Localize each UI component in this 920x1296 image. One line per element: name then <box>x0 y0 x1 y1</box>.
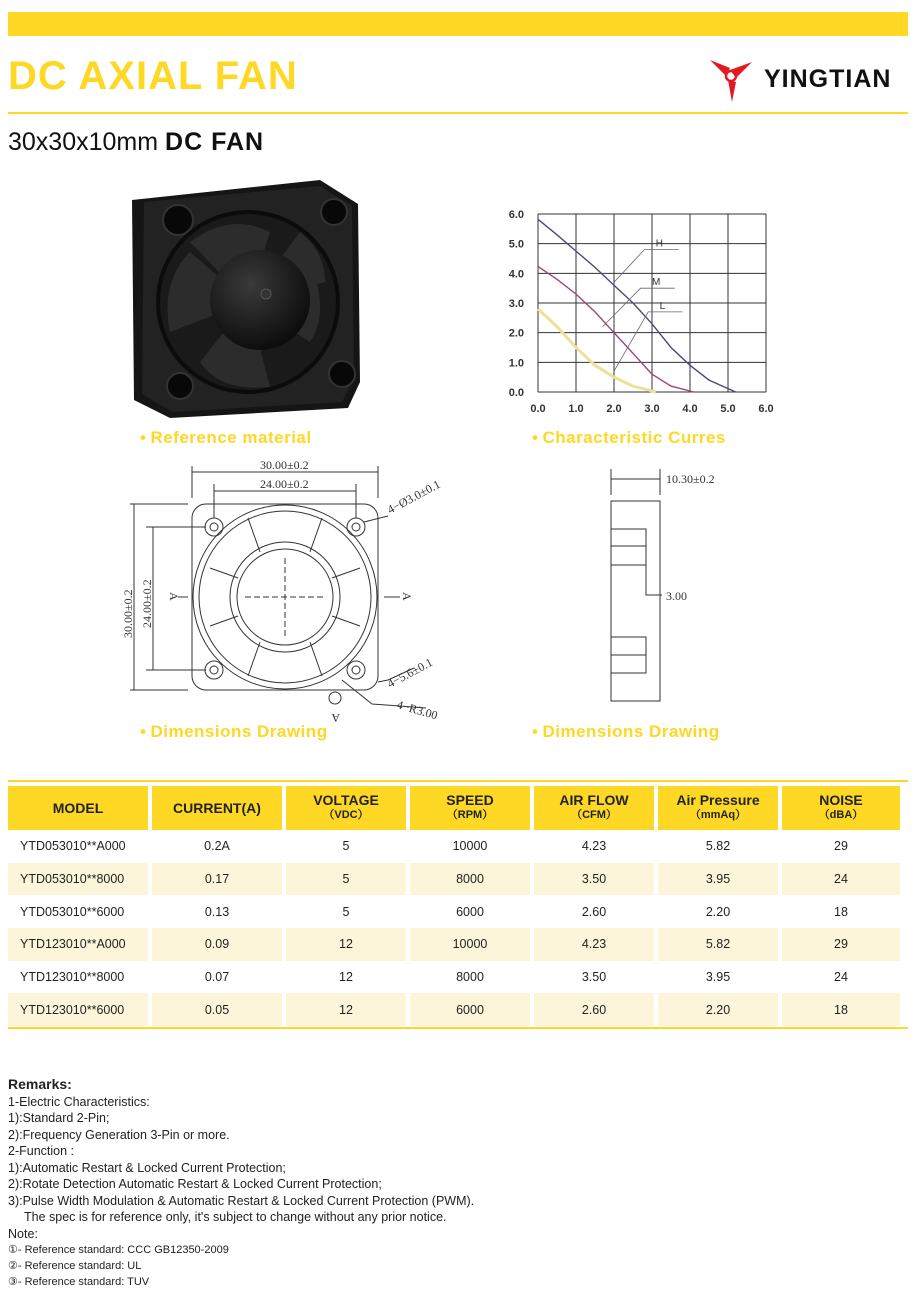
header-label: SPEED <box>446 792 494 808</box>
table-cell: 10000 <box>410 928 530 961</box>
table-cell: 4.23 <box>534 928 654 961</box>
table-bottom-rule <box>8 1027 908 1029</box>
x-tick-label: 2.0 <box>606 403 622 415</box>
table-cell: 12 <box>286 928 406 961</box>
series-line-M <box>538 267 694 393</box>
remark-line: 1):Standard 2-Pin; <box>8 1111 110 1125</box>
table-cell: 3.50 <box>534 863 654 896</box>
series-line-H <box>538 219 736 392</box>
series-leader-H <box>614 250 679 283</box>
dim-corner-radius: 4−R3.00 <box>395 697 440 723</box>
note-title: Note: <box>8 1226 38 1241</box>
dim-hole-pitch-v: 24.00±0.2 <box>140 579 154 628</box>
table-row <box>8 863 900 896</box>
product-subtitle <box>8 128 264 157</box>
section-mark-bottom: A <box>331 711 340 725</box>
header-label: Air Pressure <box>676 792 760 808</box>
model-cell: YTD053010**A000 <box>20 839 126 854</box>
table-cell: 18 <box>782 993 900 1026</box>
table-cell: 8000 <box>410 863 530 896</box>
spec-table <box>4 786 904 1026</box>
y-tick-label: 3.0 <box>508 298 524 310</box>
remark-line: 1-Electric Characteristics: <box>8 1094 150 1109</box>
y-tick-label: 2.0 <box>508 327 524 340</box>
table-row <box>8 961 900 994</box>
note-line: ①- Reference standard: CCC GB12350-2009 <box>8 1244 229 1256</box>
brand-logo <box>706 56 906 104</box>
caption-dim-side-text: Dimensions Drawing <box>542 722 720 741</box>
model-cell: YTD053010**6000 <box>20 904 125 919</box>
table-cell: 0.09 <box>152 928 282 961</box>
header-cell <box>286 786 406 830</box>
table-cell: 5.82 <box>658 928 778 961</box>
caption-reference-material: • Reference material <box>140 428 312 447</box>
y-tick-label: 6.0 <box>508 209 524 221</box>
note-line: ③- Reference standard: TUV <box>8 1276 150 1288</box>
table-cell: 5 <box>342 904 350 919</box>
remarks-section <box>8 1076 888 1290</box>
table-cell: 6000 <box>456 904 484 919</box>
remark-line: 1):Automatic Restart & Locked Current Protection; <box>8 1160 286 1175</box>
characteristic-chart <box>496 200 786 425</box>
table-cell: 0.17 <box>152 863 282 896</box>
header-label: AIR FLOW <box>559 792 629 808</box>
subtitle-type: DC FAN <box>165 128 265 156</box>
section-mark-left: A <box>167 592 181 601</box>
table-cell: 18 <box>834 904 848 919</box>
table-cell: 12 <box>339 970 353 985</box>
table-cell: 4.23 <box>581 839 607 854</box>
table-cell: 10000 <box>452 839 488 854</box>
spec-table-wrap <box>8 786 908 1026</box>
dim-overall-height: 30.00±0.2 <box>121 589 135 638</box>
series-label-H: H <box>655 238 664 250</box>
table-cell: 2.20 <box>658 993 778 1026</box>
table-cell: 2.20 <box>705 904 731 919</box>
header-cell <box>658 786 778 830</box>
remarks-title: Remarks: <box>8 1076 72 1092</box>
subtitle-size: 30x30x10mm <box>8 128 159 156</box>
table-cell: 2.60 <box>581 904 607 919</box>
header-label: MODEL <box>52 799 104 816</box>
y-tick-label: 1.0 <box>508 357 524 370</box>
series-label-L: L <box>659 300 666 312</box>
table-cell: 3.95 <box>705 970 731 985</box>
table-row <box>8 895 900 928</box>
caption-dimensions-side: • Dimensions Drawing <box>532 722 720 741</box>
yingtian-logo-icon <box>706 56 756 104</box>
table-row <box>8 830 900 863</box>
dim-thickness: 10.30±0.2 <box>666 472 715 486</box>
model-cell: YTD123010**A000 <box>8 928 148 961</box>
header-label: VOLTAGE <box>313 792 379 808</box>
series-label-M: M <box>652 277 661 289</box>
remarks-lines <box>8 1094 888 1210</box>
header-cell <box>8 786 148 830</box>
caption-photo-text: Reference material <box>150 428 312 447</box>
dim-offset: 3.00 <box>666 589 687 603</box>
note-line: ②- Reference standard: UL <box>8 1260 142 1272</box>
dim-hole-dia: 4−Ø3.0±0.1 <box>384 477 443 517</box>
table-cell: 5 <box>286 863 406 896</box>
table-cell: 0.07 <box>204 970 230 985</box>
table-cell: 6000 <box>410 993 530 1026</box>
table-cell: 0.13 <box>204 904 230 919</box>
dim-hole-pitch: 24.00±0.2 <box>260 477 309 491</box>
table-cell: 0.05 <box>152 993 282 1026</box>
table-body <box>8 830 900 1026</box>
y-tick-label: 4.0 <box>508 268 524 281</box>
y-tick-label: 0.0 <box>508 387 524 399</box>
table-cell: 5 <box>342 839 350 854</box>
header-cell <box>782 786 900 830</box>
title-divider <box>8 112 908 114</box>
remark-line: 2):Rotate Detection Automatic Restart & Locked Current Protection; <box>8 1177 382 1191</box>
x-tick-label: 1.0 <box>568 403 584 415</box>
caption-dim-front-text: Dimensions Drawing <box>150 722 328 741</box>
dim-slot: 4−5.6±0.1 <box>384 655 435 691</box>
table-cell: 2.60 <box>534 993 654 1026</box>
table-cell: 0.2A <box>204 839 230 854</box>
table-cell: 24 <box>782 863 900 896</box>
model-cell: YTD123010**6000 <box>8 993 148 1026</box>
header-cell <box>534 786 654 830</box>
header-cell <box>410 786 530 830</box>
remark-line: 2-Function : <box>8 1144 75 1158</box>
table-top-rule <box>8 780 908 782</box>
table-row <box>8 993 900 1026</box>
y-tick-label: 5.0 <box>508 238 524 251</box>
remark-line: 3):Pulse Width Modulation & Automatic Restart & Locked Current Protection (PWM). <box>8 1193 475 1208</box>
model-cell: YTD123010**8000 <box>20 970 125 985</box>
header-unit: （RPM） <box>446 809 494 821</box>
x-tick-label: 3.0 <box>644 403 660 415</box>
page-title: DC AXIAL FAN <box>8 54 298 98</box>
header-unit: （mmAq） <box>689 809 747 821</box>
side-dimension-drawing <box>590 465 730 715</box>
caption-characteristic-curves: • Characteristic Curres <box>532 428 726 447</box>
table-cell: 8000 <box>456 970 484 985</box>
table-cell: 5.82 <box>705 839 731 854</box>
x-tick-label: 5.0 <box>720 403 736 415</box>
header-label: CURRENT(A) <box>173 799 261 816</box>
table-cell: 3.50 <box>581 970 607 985</box>
table-cell: 3.95 <box>658 863 778 896</box>
remark-line: 2):Frequency Generation 3-Pin or more. <box>8 1127 230 1142</box>
caption-chart-text: Characteristic Curres <box>542 428 726 447</box>
caption-dimensions-front: • Dimensions Drawing <box>140 722 328 741</box>
header-cell <box>152 786 282 830</box>
x-tick-label: 0.0 <box>530 403 546 415</box>
fan-product-image <box>120 172 370 422</box>
series-line-L <box>538 309 656 392</box>
section-mark-right: A <box>400 592 414 601</box>
brand-name: YINGTIAN <box>764 65 892 93</box>
x-tick-label: 4.0 <box>682 403 698 415</box>
header-unit: （CFM） <box>571 809 617 821</box>
dim-overall-width: 30.00±0.2 <box>260 458 309 472</box>
notes-list <box>8 1242 888 1290</box>
header-unit: （dBA） <box>818 809 864 821</box>
x-tick-label: 6.0 <box>758 403 774 415</box>
table-cell: 29 <box>834 839 848 854</box>
model-cell: YTD053010**8000 <box>8 863 148 896</box>
table-row <box>8 928 900 961</box>
header-label: NOISE <box>819 792 863 808</box>
table-header-row <box>8 786 900 830</box>
table-cell: 12 <box>286 993 406 1026</box>
front-dimension-drawing <box>120 458 460 728</box>
remarks-disclaimer: The spec is for reference only, it's subject to change without any prior notice. <box>24 1210 447 1224</box>
table-cell: 29 <box>782 928 900 961</box>
table-cell: 24 <box>834 970 848 985</box>
header-unit: （VDC） <box>323 809 369 821</box>
top-accent-bar <box>8 12 908 36</box>
